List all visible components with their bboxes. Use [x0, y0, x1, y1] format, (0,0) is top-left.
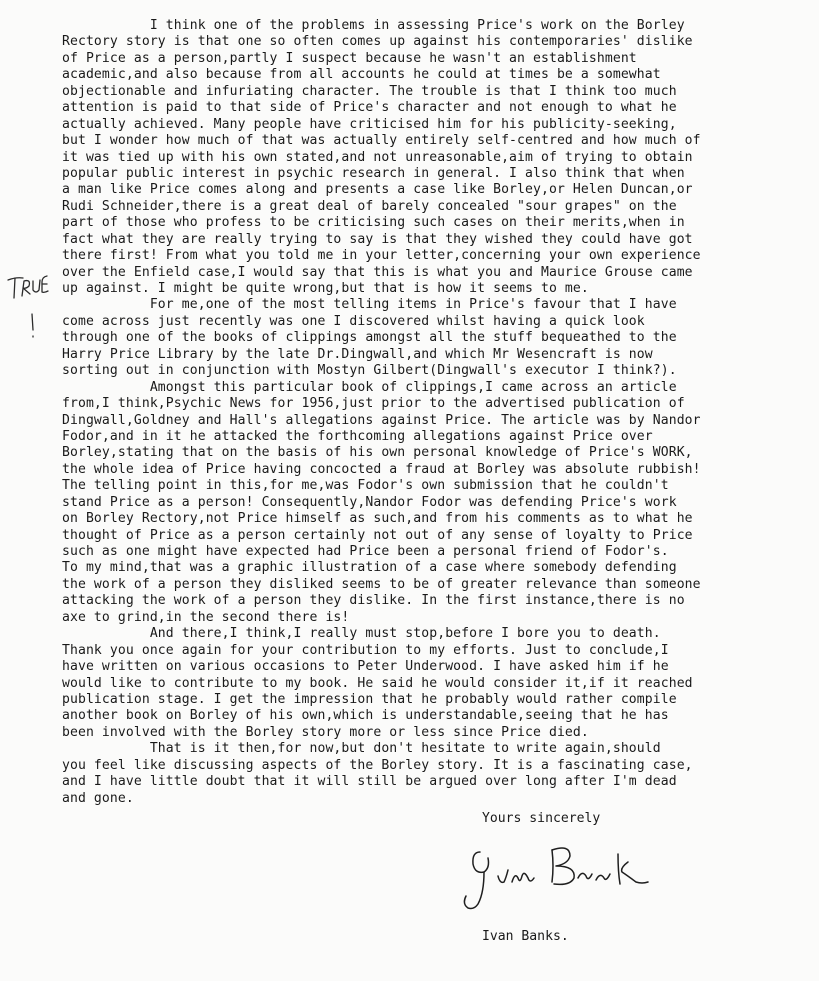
letter-line: there first! From what you told me in your letter,concerning your own experience	[62, 248, 701, 264]
letter-line: Thank you once again for your contribution to my efforts. Just to conclude,I	[62, 642, 669, 658]
letter-line: from,I think,Psychic News for 1956,just prior to the advertised publication of	[62, 396, 685, 412]
letter-line: publication stage. I get the impression that he probably would rather compile	[62, 691, 677, 707]
letter-line: the whole idea of Price having concocted a fraud at Borley was absolute rubbish!	[62, 461, 701, 477]
handwritten-margin-note	[6, 272, 50, 342]
letter-line: would like to contribute to my book. He said he would consider it,if it reached	[62, 675, 693, 691]
letter-body	[62, 18, 802, 807]
letter-line: the work of a person they disliked seems to be of greater relevance than someone	[62, 576, 701, 592]
letter-line: on Borley Rectory,not Price himself as such,and from his comments as to what he	[62, 511, 693, 527]
letter-line: I think one of the problems in assessing Price's work on the Borley	[62, 18, 685, 33]
letter-line: fact what they are really trying to say is that they wished they could have got	[62, 231, 693, 247]
letter-line: actually achieved. Many people have criticised him for his publicity-seeking,	[62, 116, 677, 132]
letter-line: sorting out in conjunction with Mostyn Gilbert(Dingwall's executor I think?).	[62, 363, 677, 379]
letter-line: such as one might have expected had Price been a personal friend of Fodor's.	[62, 544, 669, 559]
letter-line: you feel like discussing aspects of the Borley story. It is a fascinating case,	[62, 757, 693, 773]
letter-line: but I wonder how much of that was actually entirely self-centred and how much of	[62, 133, 701, 149]
letter-line: of Price as a person,partly I suspect because he wasn't an establishment	[62, 50, 637, 66]
letter-line: attention is paid to that side of Price's character and not enough to what he	[62, 100, 677, 116]
letter-line: Amongst this particular book of clippings,I came across an article	[62, 379, 677, 395]
letter-line: a man like Price comes along and presents a case like Borley,or Helen Duncan,or	[62, 182, 693, 198]
letter-line: it was tied up with his own stated,and not unreasonable,aim of trying to obtain	[62, 149, 693, 165]
letter-line: To my mind,that was a graphic illustration of a case where somebody defending	[62, 560, 677, 576]
letter-line: And there,I think,I really must stop,before I bore you to death.	[62, 626, 661, 642]
letter-line: Rectory story is that one so often comes up against his contemporaries' dislike	[62, 34, 693, 50]
letter-line: popular public interest in psychic research in general. I also think that when	[62, 165, 685, 181]
letter-line: come across just recently was one I discovered whilst having a quick look	[62, 313, 645, 329]
letter-line: objectionable and infuriating character. The trouble is that I think too much	[62, 83, 677, 99]
letter-line: have written on various occasions to Peter Underwood. I have asked him if he	[62, 659, 669, 675]
closing-salutation: Yours sincerely	[482, 811, 601, 826]
letter-line: been involved with the Borley story more or less since Price died.	[62, 724, 589, 740]
letter-line: up against. I might be quite wrong,but that is how it seems to me.	[62, 281, 589, 296]
letter-line: Harry Price Library by the late Dr.Dingwall,and which Mr Wesencraft is now	[62, 346, 653, 362]
handwritten-signature	[460, 838, 690, 918]
letter-line: The telling point in this,for me,was Fodor's own submission that he couldn't	[62, 478, 669, 494]
letter-line: and gone.	[62, 790, 134, 806]
letter-line: thought of Price as a person certainly not out of any sense of loyalty to Price	[62, 527, 693, 543]
typed-name: Ivan Banks.	[482, 929, 569, 944]
letter-line: over the Enfield case,I would say that this is what you and Maurice Grouse came	[62, 264, 693, 280]
letter-line: For me,one of the most telling items in Price's favour that I have	[62, 297, 677, 313]
letter-line: axe to grind,in the second there is!	[62, 609, 350, 625]
letter-line: Fodor,and in it he attacked the forthcoming allegations against Price over	[62, 428, 653, 444]
letter-line: stand Price as a person! Consequently,Nandor Fodor was defending Price's work	[62, 494, 677, 510]
letter-line: through one of the books of clippings amongst all the stuff bequeathed to the	[62, 330, 677, 346]
letter-line: Dingwall,Goldney and Hall's allegations against Price. The article was by Nandor	[62, 412, 701, 428]
letter-line: Rudi Schneider,there is a great deal of barely concealed "sour grapes" on the	[62, 198, 677, 214]
letter-line: attacking the work of a person they dislike. In the first instance,there is no	[62, 593, 685, 609]
letter-line: Borley,stating that on the basis of his own personal knowledge of Price's WORK,	[62, 445, 693, 461]
letter-line: That is it then,for now,but don't hesitate to write again,should	[62, 741, 661, 757]
letter-line: part of those who profess to be criticising such cases on their merits,when in	[62, 215, 685, 231]
letter-line: academic,and also because from all accounts he could at times be a somewhat	[62, 67, 661, 83]
letter-line: and I have little doubt that it will still be argued over long after I'm dead	[62, 774, 677, 790]
letter-line: another book on Borley of his own,which is understandable,seeing that he has	[62, 708, 669, 724]
